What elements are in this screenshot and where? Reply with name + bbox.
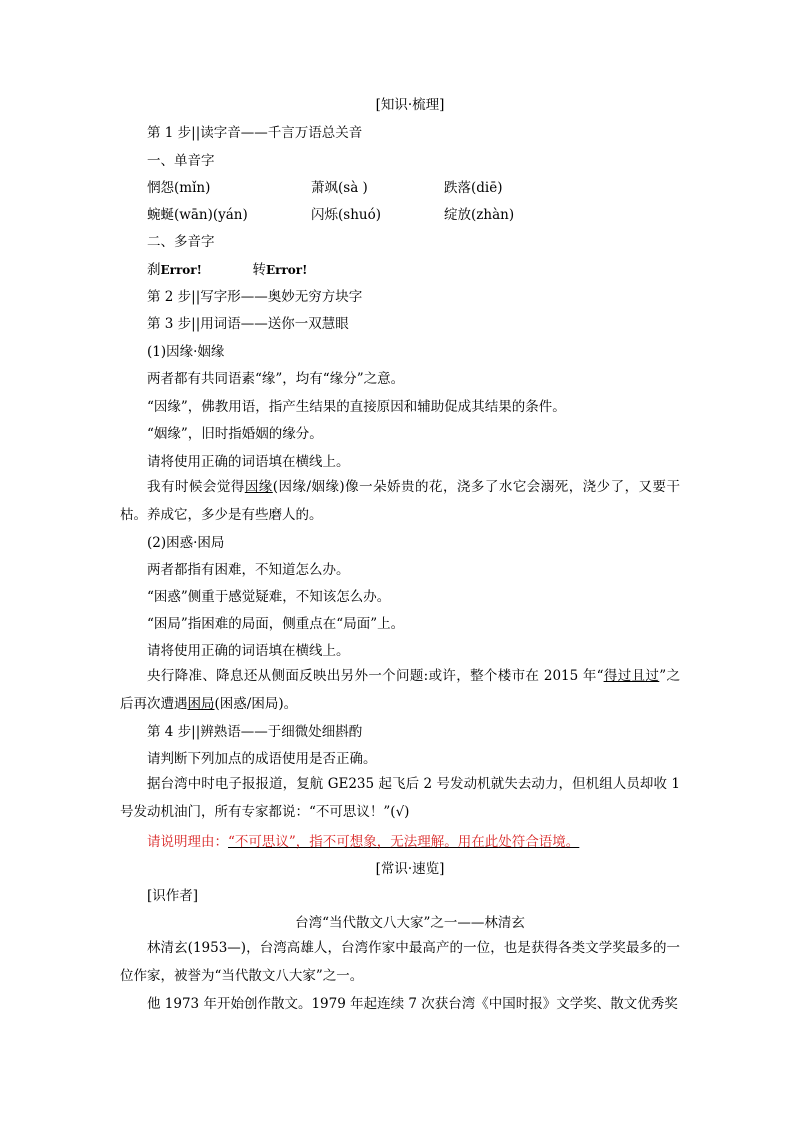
- pinyin-item: 绽放(zhàn): [444, 207, 515, 223]
- step3-title: 第 3 步||用词语——送你一双慧眼: [147, 316, 349, 332]
- multi-char-heading: 二、多音字: [147, 234, 215, 250]
- reason-line: [147, 833, 579, 851]
- multi-char: 转: [252, 262, 266, 278]
- step4-title: 第 4 步||辨熟语——于细微处细斟酌: [147, 724, 363, 740]
- pinyin-item: 萧飒(sà ): [311, 180, 368, 196]
- step2-title: 第 2 步||写字形——奥妙无穷方块字: [147, 289, 363, 305]
- example-text: 我有时候会觉得: [147, 479, 245, 495]
- step1-title: 第 1 步||读字音——千言万语总关音: [147, 125, 363, 141]
- item1-definition-b: “姻缘”，旧时指婚姻的缘分。: [147, 426, 323, 442]
- single-char-heading: 一、单音字: [147, 153, 215, 169]
- reason-text: “不可思议”，指不可想象，无法理解。用在此处符合语境。: [228, 834, 580, 850]
- pinyin-item: 闪烁(shuó): [311, 207, 381, 223]
- example-text: (困惑/困局)。: [214, 696, 298, 712]
- error-text: Error!: [160, 263, 202, 277]
- author-paragraph: 林清玄(1953—)，台湾高雄人，台湾作家中最高产的一位，也是获得各类文学奖最多的一位作家，被誉为“当代散文八大家”之一。: [120, 940, 680, 984]
- example-text: ”之后再次遭遇: [120, 668, 681, 712]
- example-text: (因缘/姻缘)像一朵娇贵的花，浇多了水它会溺死，浇少了，又要干枯。养成它，多少是有些磨人的。: [120, 479, 681, 523]
- answer-blank: 困局: [187, 696, 215, 712]
- item2-prompt: 请将使用正确的词语填在横线上。: [147, 643, 350, 659]
- item2-title: (2)困惑·困局: [147, 535, 225, 551]
- item2-definition-b: “困局”指困难的局面，侧重点在“局面”上。: [147, 616, 405, 632]
- item1-common: 两者都有共同语素“缘”，均有“缘分”之意。: [147, 371, 405, 387]
- pinyin-item: 惘怨(mǐn): [147, 180, 211, 196]
- item1-prompt: 请将使用正确的词语填在横线上。: [147, 454, 350, 470]
- example-text: 央行降准、降息还从侧面反映出另外一个问题:或许，整个楼市在 2015 年“: [147, 668, 604, 684]
- pinyin-item: 跌落(diē): [444, 180, 503, 196]
- item1-example: [120, 473, 680, 529]
- section-header-knowledge: [知识·梳理]: [375, 97, 445, 113]
- item2-definition-a: “困惑”侧重于感觉疑难，不知该怎么办。: [147, 589, 391, 605]
- reason-label: 请说明理由：: [147, 834, 228, 850]
- multi-char: 刹: [147, 262, 161, 278]
- dotted-idiom: 得过且过: [603, 668, 660, 684]
- error-text: Error!: [265, 263, 308, 277]
- item1-title: (1)因缘·姻缘: [147, 344, 225, 360]
- item2-example: [120, 662, 680, 718]
- multi-char-row: [147, 261, 307, 279]
- author-title: 台湾“当代散文八大家”之一——林清玄: [295, 915, 525, 931]
- answer-blank: 因缘: [244, 479, 273, 495]
- item2-common: 两者都指有困难，不知道怎么办。: [147, 562, 350, 578]
- author-heading: [识作者]: [147, 888, 199, 904]
- pinyin-item: 蜿蜒(wān)(yán): [147, 207, 248, 223]
- item1-definition-a: “因缘”，佛教用语，指产生结果的直接原因和辅助促成其结果的条件。: [147, 399, 566, 415]
- author-paragraph: 他 1973 年开始创作散文。1979 年起连续 7 次获台湾《中国时报》文学奖、散文优秀奖: [147, 996, 678, 1012]
- step4-example: 据台湾中时电子报报道，复航 GE235 起飞后 2 号发动机就失去动力，但机组人员却收 1 号发动机油门，所有专家都说：“不可思议！”(√): [120, 776, 680, 820]
- section-header-common: [常识·速览]: [375, 861, 445, 877]
- step4-prompt: 请判断下列加点的成语使用是否正确。: [147, 751, 377, 767]
